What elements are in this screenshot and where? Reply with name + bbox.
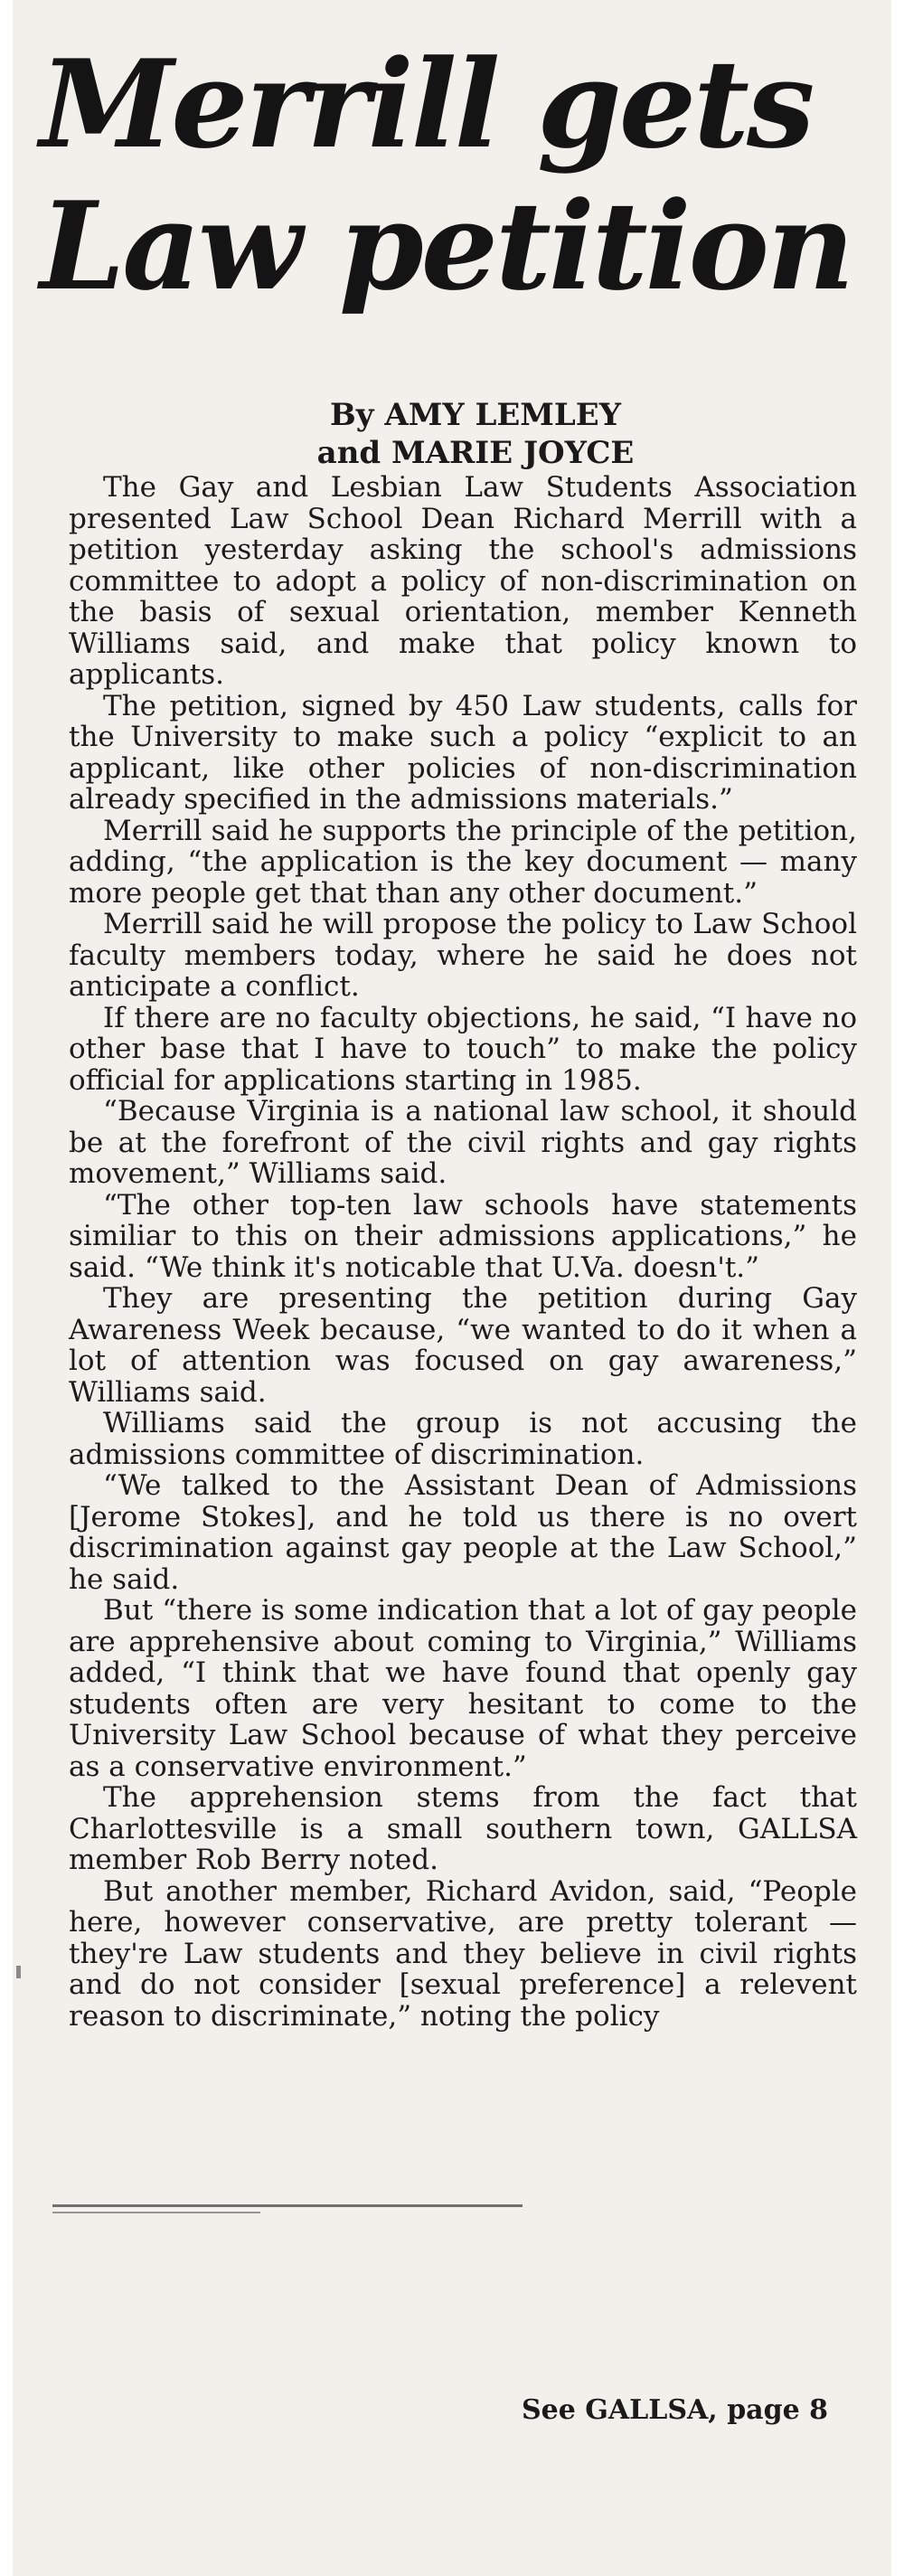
article-paragraph: But another member, Richard Avidon, said, “People here, however conservative, are pretty tolerant — they're Law students and they believe in civil rights and do not consider [sexual preference] a relevent reason to discriminate,” noting the policy — [69, 1874, 857, 2033]
pen-strike-mark — [52, 2204, 523, 2207]
margin-mark — [16, 1966, 21, 1978]
article-paragraph: They are presenting the petition during Gay Awareness Week because, “we wanted to do it when a lot of attention was focused on gay awareness,” Williams said. — [69, 1282, 857, 1409]
article-paragraph: The Gay and Lesbian Law Students Association presented Law School Dean Richard Merrill with a petition yesterday asking the school's admissions committee to adopt a policy of non-discrimination on the basis of sexual orientation, member Kenneth Williams said, and make that policy known to applicants. — [69, 471, 857, 691]
article-paragraph: The apprehension stems from the fact that Charlottesville is a small southern town, GALLSA member Rob Berry noted. — [69, 1781, 857, 1876]
headline — [13, 0, 891, 318]
article-paragraph: The petition, signed by 450 Law students, calls for the University to make such a policy “explicit to an applicant, like other policies of non-discrimination already specified in the admissions materials.” — [69, 689, 857, 816]
article-paragraph: Williams said the group is not accusing the admissions committee of discrimination. — [69, 1407, 857, 1471]
pen-strike-mark — [52, 2212, 260, 2213]
article-paragraph: Merrill said he will propose the policy to Law School faculty members today, where he said he does not anticipate a conflict. — [69, 908, 857, 1003]
newspaper-clipping — [13, 0, 891, 2576]
article-paragraph: “We talked to the Assistant Dean of Admissions [Jerome Stokes], and he told us there is no overt discrimination against gay people at the Law School,” he said. — [69, 1469, 857, 1596]
byline-author-1: By AMY LEMLEY — [329, 397, 621, 433]
article-body — [13, 472, 891, 2032]
article-paragraph: Merrill said he supports the principle of the petition, adding, “the application is the key document — many more people get that than any other document.” — [69, 814, 857, 910]
byline-author-2: and MARIE JOYCE — [316, 435, 635, 471]
article-paragraph: But “there is some indication that a lot of gay people are apprehensive about coming to Virginia,” Williams added, “I think that we have found that openly gay students often are very hesitant to come to the University Law School because of what they perceive as a conservative environment.” — [69, 1594, 857, 1783]
headline-line-2: Law petition — [40, 175, 852, 318]
headline-line-1: Merrill gets — [40, 33, 813, 175]
article-paragraph: If there are no faculty objections, he said, “I have no other base that I have to touch” to make the policy official for applications starting in 1985. — [69, 1001, 857, 1097]
continued-on-page: See GALLSA, page 8 — [522, 2394, 828, 2426]
article-paragraph: “The other top-ten law schools have statements similiar to this on their admissions applications,” he said. “We think it's noticable that U.Va. doesn't.” — [69, 1188, 857, 1284]
article-paragraph: “Because Virginia is a national law school, it should be at the forefront of the civil rights and gay rights movement,” Williams said. — [69, 1095, 857, 1190]
byline — [36, 396, 891, 472]
